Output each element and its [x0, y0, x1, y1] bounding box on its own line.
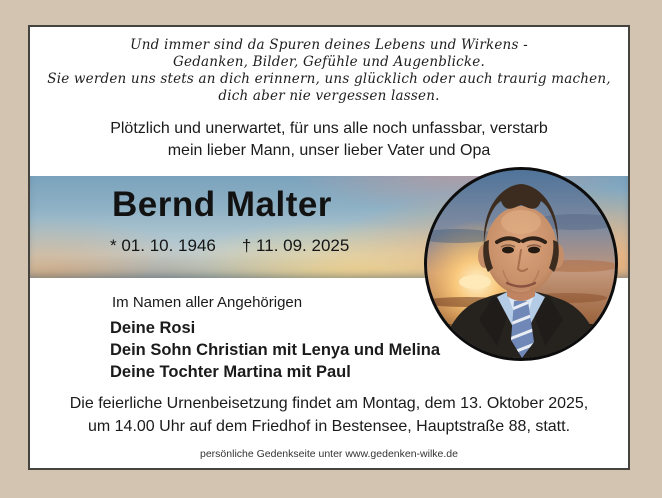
funeral-line: um 14.00 Uhr auf dem Friedhof in Bestensee, Hauptstraße 88, statt. [87, 417, 571, 435]
verse-line: Gedanken, Bilder, Gefühle und Augenblicke. [173, 54, 485, 70]
portrait-photo [424, 167, 618, 361]
funeral-line: Die feierliche Urnenbeisetzung findet am Montag, dem 13. Oktober 2025, [69, 395, 589, 412]
birth-date: * 01. 10. 1946 [110, 236, 216, 255]
mourners-list [110, 317, 440, 383]
verse-line: Sie werden uns stets an dich erinnern, uns glücklich oder auch traurig machen, [47, 71, 611, 87]
life-dates [110, 236, 349, 256]
death-announcement [30, 118, 628, 162]
obituary-card [28, 25, 630, 470]
mourner-line: Deine Tochter Martina mit Paul [110, 363, 351, 381]
mourner-line: Deine Rosi [110, 319, 196, 337]
mourner-line: Dein Sohn Christian mit Lenya und Melina [110, 341, 441, 359]
funeral-announcement [30, 393, 628, 438]
portrait-image [427, 170, 615, 358]
verse-line: dich aber nie vergessen lassen. [218, 88, 440, 104]
announcement-line: Plötzlich und unerwartet, für uns alle noch unfassbar, verstarb [110, 120, 548, 137]
memorial-website-note: persönliche Gedenkseite unter www.gedenken-wilke.de [200, 448, 458, 460]
death-date: † 11. 09. 2025 [241, 236, 350, 255]
deceased-name: Bernd Malter [112, 185, 332, 224]
mourners-intro: Im Namen aller Angehörigen [112, 294, 303, 311]
announcement-line: mein lieber Mann, unser lieber Vater und Opa [167, 142, 491, 159]
memorial-verse [30, 37, 628, 105]
verse-line: Und immer sind da Spuren deines Lebens und Wirkens - [130, 37, 528, 53]
